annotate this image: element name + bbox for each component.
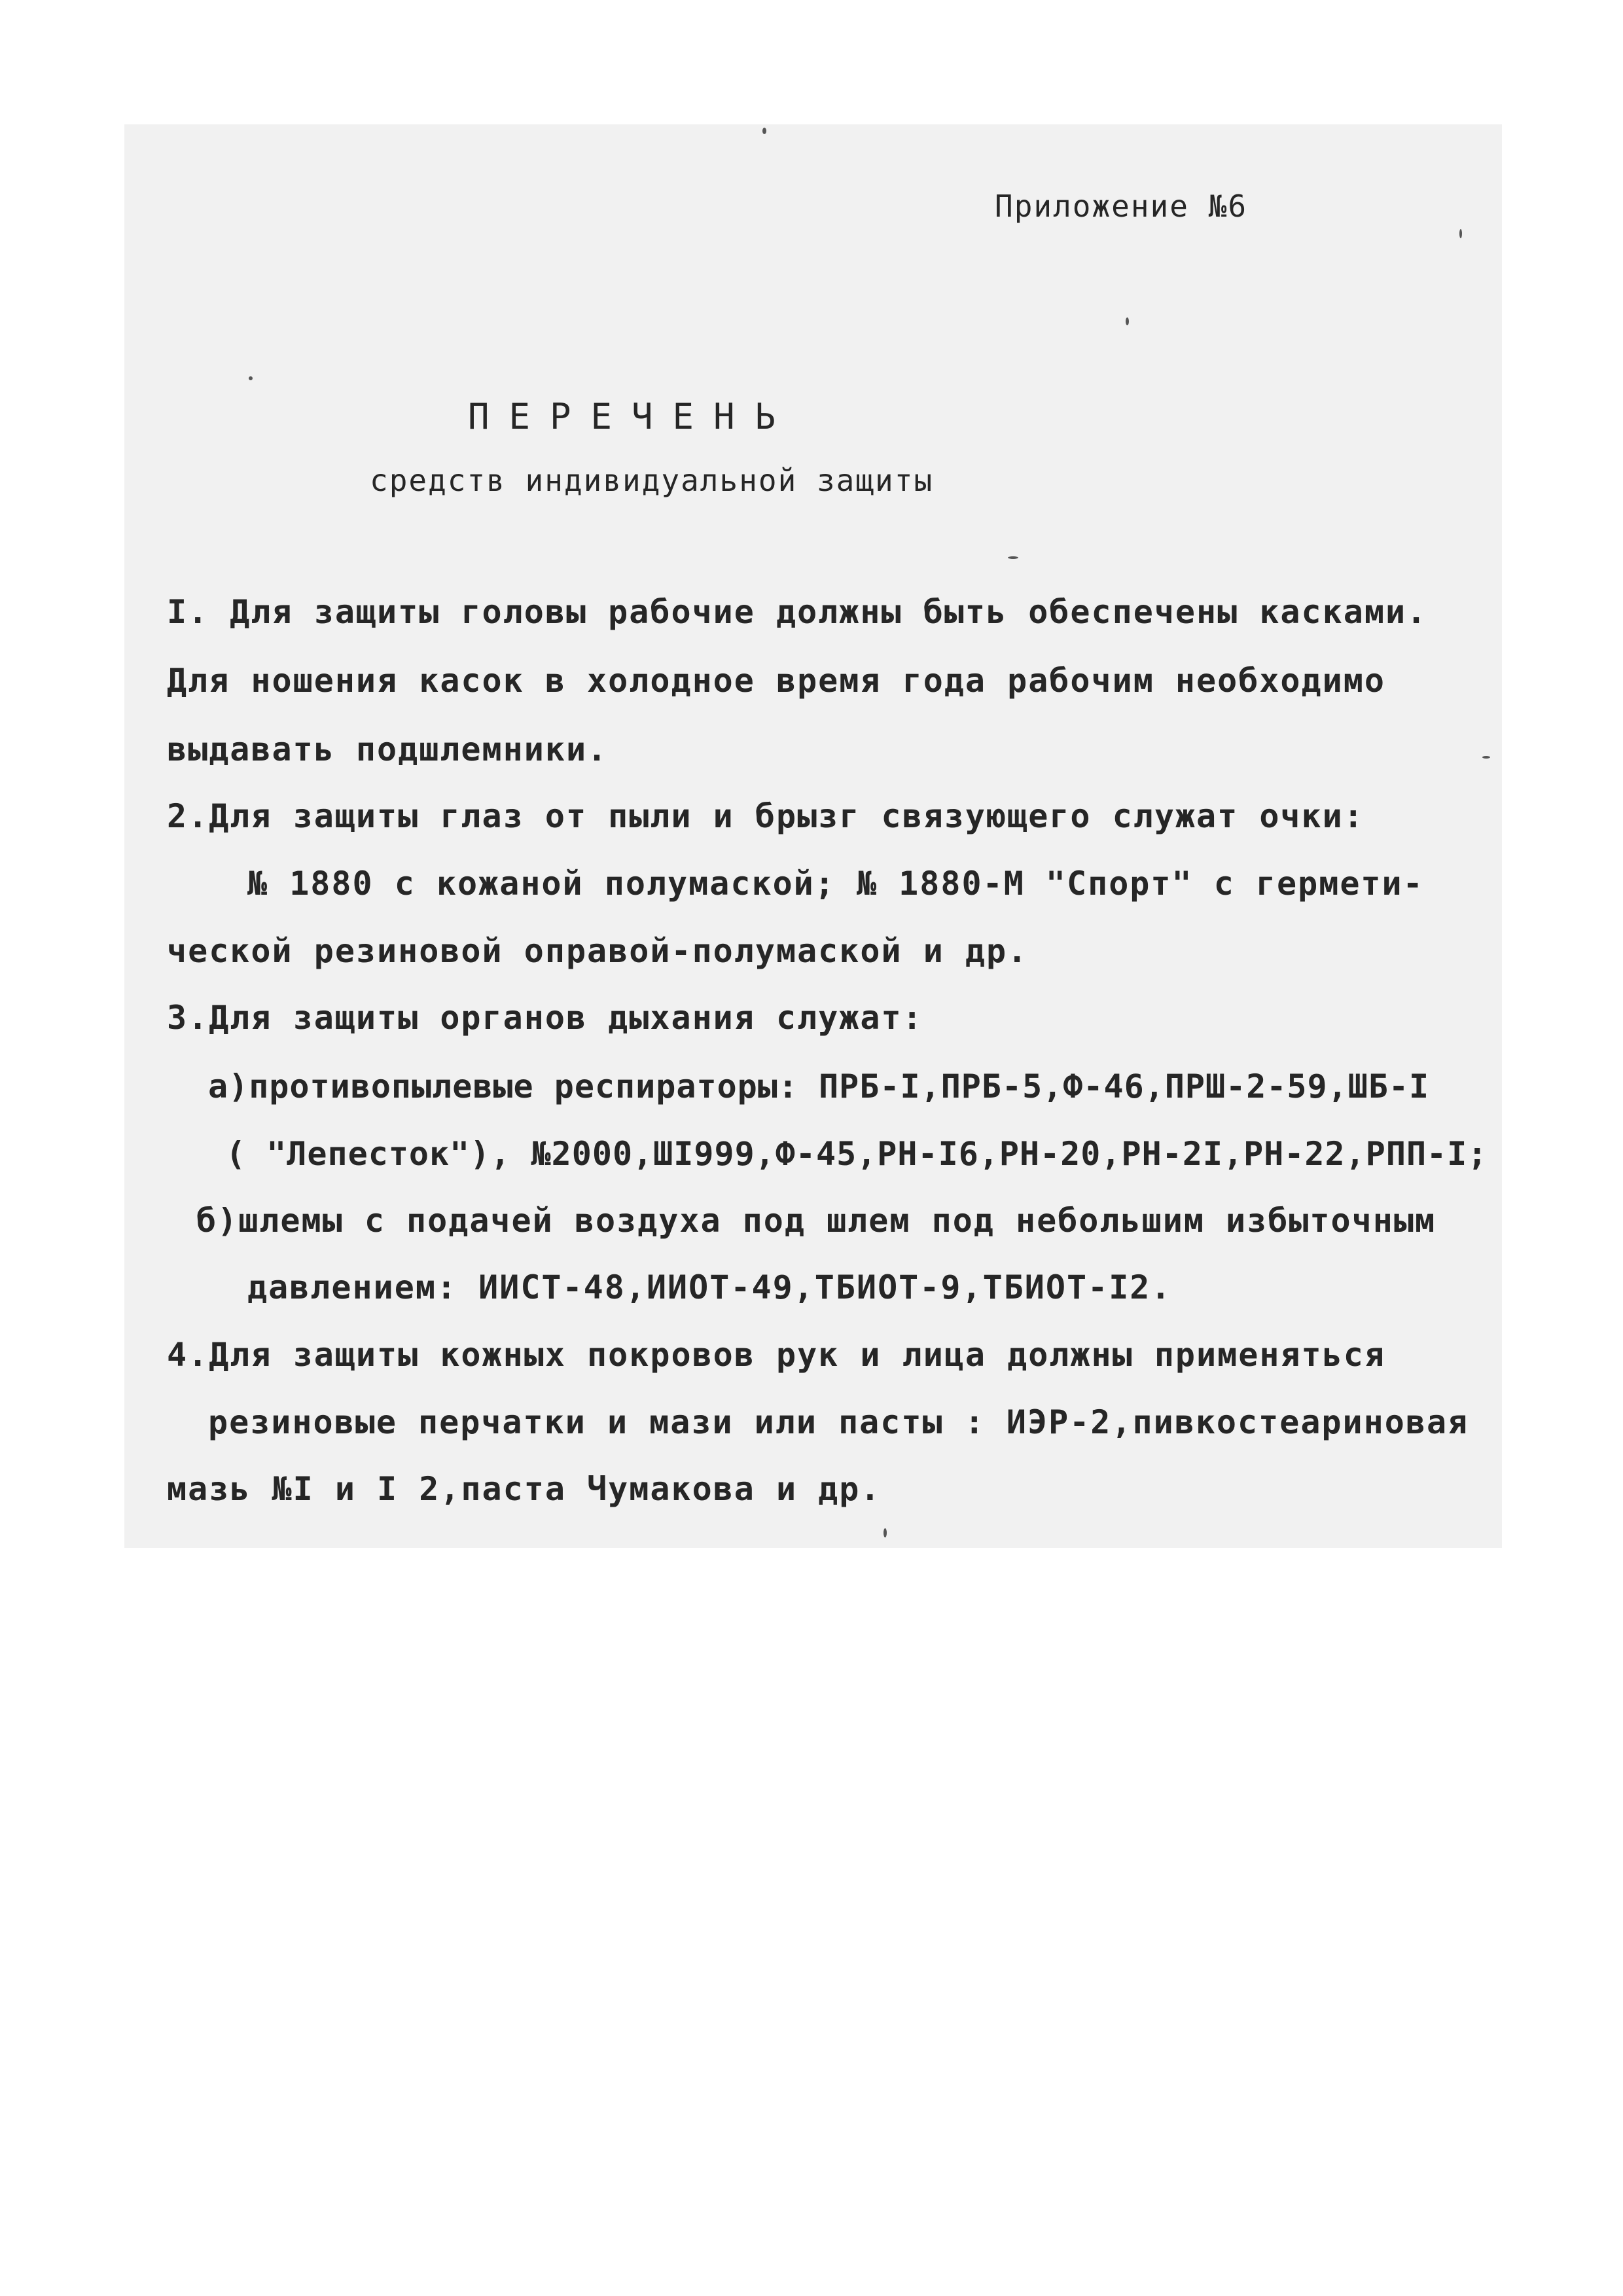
text-line-10: б)шлемы с подачей воздуха под шлем под небольшим избыточным [196,1202,1436,1240]
text-line-12: 4.Для защиты кожных покровов рук и лица должны применяться [167,1336,1385,1374]
scan-speck [1008,556,1018,559]
text-line-14: мазь №I и I 2,паста Чумакова и др. [167,1470,882,1508]
scan-speck [249,376,253,380]
scan-speck [1482,756,1490,759]
scanned-page [124,124,1502,1548]
document-title: ПЕРЕЧЕНЬ [468,396,796,437]
text-line-3: выдавать подшлемники. [167,730,609,768]
scan-speck [762,128,766,134]
text-line-11: давлением: ИИСТ-48,ИИОТ-49,ТБИОТ-9,ТБИОТ-I2. [247,1268,1172,1306]
appendix-label: Приложение №6 [995,188,1248,224]
text-line-6: ческой резиновой оправой-полумаской и др. [167,932,1029,970]
text-line-5: № 1880 с кожаной полумаской; № 1880-М "Спорт" с гермети- [247,865,1424,903]
text-line-1: I. Для защиты головы рабочие должны быть обеспечены касками. [167,593,1428,631]
text-line-7: 3.Для защиты органов дыхания служат: [167,999,923,1037]
text-line-13: резиновые перчатки и мази или пасты : ИЭР-2,пивкостеариновая [208,1403,1469,1441]
text-line-8: а)противопылевые респираторы: ПРБ-I,ПРБ-5,Ф-46,ПРШ-2-59,ШБ-I [208,1067,1430,1105]
text-line-2: Для ношения касок в холодное время года рабочим необходимо [167,662,1385,700]
text-line-9: ( "Лепесток"), №2000,ШI999,Ф-45,РН-I6,РН-20,РН-2I,РН-22,РПП-I; [226,1135,1488,1173]
document-subtitle: средств индивидуальной защиты [370,463,934,498]
scan-speck [1126,317,1129,325]
text-line-4: 2.Для защиты глаз от пыли и брызг связующего служат очки: [167,797,1364,835]
scan-speck [1459,229,1462,238]
scan-speck [883,1528,887,1537]
